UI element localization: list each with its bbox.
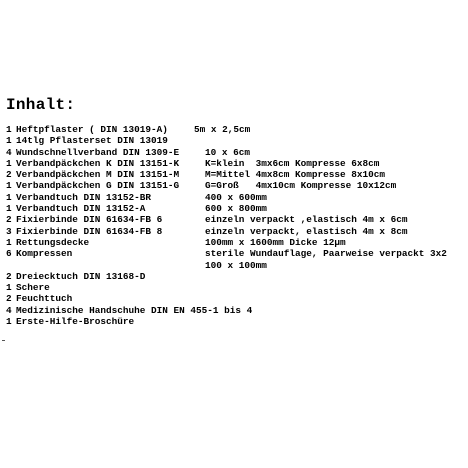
list-item xyxy=(6,316,466,327)
item-detail: einzeln verpackt ,elastisch 4m x 6cm xyxy=(205,214,408,226)
list-item xyxy=(6,237,466,248)
list-item xyxy=(6,169,466,180)
list-item xyxy=(6,305,466,316)
item-quantity: 3 xyxy=(6,225,12,237)
item-name: Fixierbinde DIN 61634-FB 6 xyxy=(16,214,163,226)
item-detail: 600 x 800mm xyxy=(205,203,267,215)
item-name: Verbandpäckchen M DIN 13151-M xyxy=(16,169,180,181)
item-detail: M=Mittel 4mx8cm Kompresse 8x10cm xyxy=(205,169,386,181)
item-detail: 400 x 600mm xyxy=(205,191,267,203)
item-name: Verbandtuch DIN 13152-A xyxy=(16,203,146,215)
item-name: Heftpflaster ( DIN 13019-A) xyxy=(16,124,168,135)
item-name: Rettungsdecke xyxy=(16,236,90,248)
list-item xyxy=(6,226,466,237)
item-name: Fixierbinde DIN 61634-FB 8 xyxy=(16,225,163,237)
list-item xyxy=(6,158,466,169)
list-item xyxy=(6,248,466,259)
item-quantity: 1 xyxy=(6,316,12,328)
page-title: Inhalt: xyxy=(6,96,76,114)
list-item xyxy=(6,271,466,282)
contents-list xyxy=(6,124,466,327)
list-item xyxy=(6,260,466,271)
item-quantity: 1 xyxy=(6,180,12,192)
item-quantity: 2 xyxy=(6,270,12,282)
item-quantity: 2 xyxy=(6,214,12,226)
list-item xyxy=(6,214,466,225)
item-quantity: 1 xyxy=(6,124,12,135)
item-detail: 100mm x 1600mm Dicke 12µm xyxy=(205,236,346,248)
item-detail: 100 x 100mm xyxy=(205,259,267,271)
list-item xyxy=(6,293,466,304)
item-name: 14tlg Pflasterset DIN 13019 xyxy=(16,135,168,147)
item-quantity: 1 xyxy=(6,135,12,147)
list-item xyxy=(6,282,466,293)
item-detail: G=Groß 4mx10cm Kompresse 10x12cm xyxy=(205,180,397,192)
item-name: Feuchttuch xyxy=(16,293,73,305)
item-quantity: 2 xyxy=(6,169,12,181)
list-item xyxy=(6,180,466,191)
item-detail: 10 x 6cm xyxy=(205,146,251,158)
item-quantity: 2 xyxy=(6,293,12,305)
list-item xyxy=(6,135,466,146)
item-detail: K=klein 3mx6cm Kompresse 6x8cm xyxy=(205,157,380,169)
list-item xyxy=(6,192,466,203)
item-detail: 5m x 2,5cm xyxy=(194,124,251,135)
item-quantity: 1 xyxy=(6,236,12,248)
item-quantity: 1 xyxy=(6,157,12,169)
item-name: Verbandtuch DIN 13152-BR xyxy=(16,191,152,203)
item-detail: einzeln verpackt, elastisch 4m x 8cm xyxy=(205,225,408,237)
item-name: Schere xyxy=(16,282,50,294)
item-quantity: 4 xyxy=(6,146,12,158)
item-quantity: 1 xyxy=(6,191,12,203)
item-name: Medizinische Handschuhe DIN EN 455-1 bis 4 xyxy=(16,304,253,316)
list-item xyxy=(6,147,466,158)
list-item xyxy=(6,124,466,135)
item-quantity: 4 xyxy=(6,304,12,316)
item-detail: sterile Wundauflage, Paarweise verpackt 3x2 xyxy=(205,248,447,260)
item-name: Wundschnellverband DIN 1309-E xyxy=(16,146,180,158)
stray-mark xyxy=(2,340,5,341)
item-name: Kompressen xyxy=(16,248,73,260)
item-name: Verbandpäckchen G DIN 13151-G xyxy=(16,180,180,192)
item-quantity: 1 xyxy=(6,282,12,294)
item-name: Erste-Hilfe-Broschüre xyxy=(16,316,135,328)
item-quantity: 6 xyxy=(6,248,12,260)
list-item xyxy=(6,203,466,214)
item-name: Verbandpäckchen K DIN 13151-K xyxy=(16,157,180,169)
item-name: Dreiecktuch DIN 13168-D xyxy=(16,270,146,282)
item-quantity: 1 xyxy=(6,203,12,215)
